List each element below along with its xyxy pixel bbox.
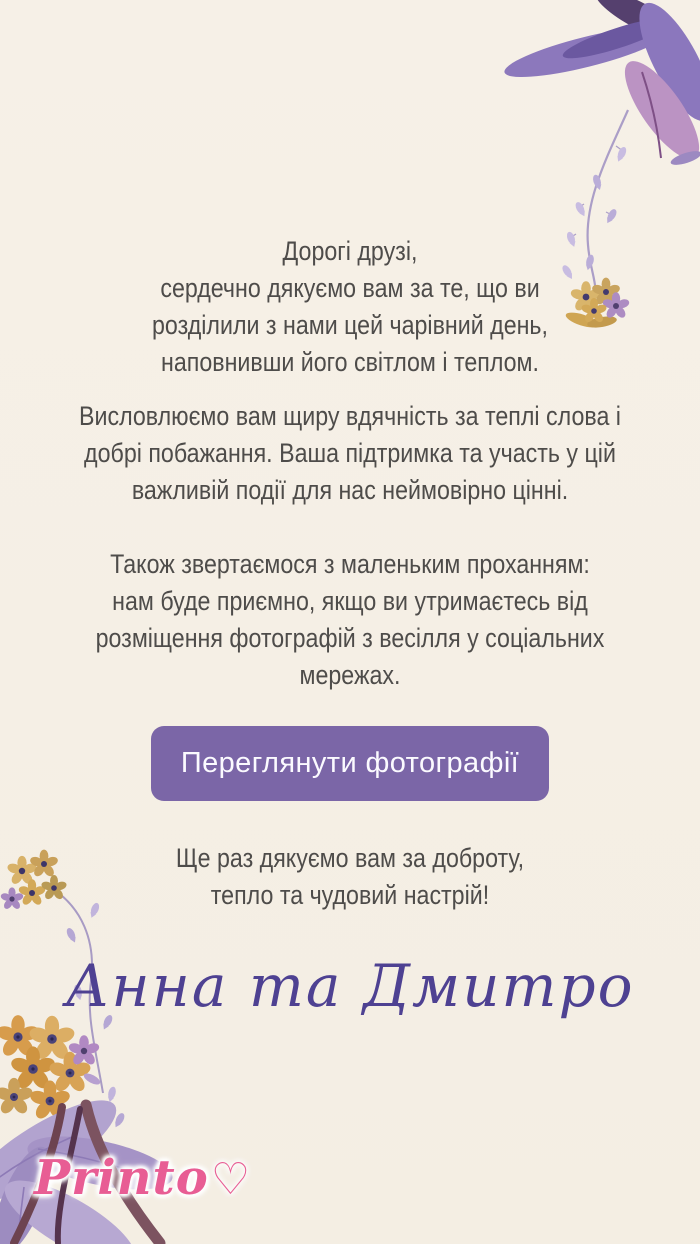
corner-leaves (501, 0, 700, 169)
text-line: Висловлюємо вам щиру вдячність за теплі слова і (79, 401, 621, 431)
greeting-paragraph (49, 233, 651, 381)
couple-signature: Анна та Дмитро (65, 952, 635, 1020)
view-photos-button[interactable]: Переглянути фотографії (151, 726, 549, 801)
printo-logo (34, 1150, 251, 1206)
printo-logo-text: Printo (34, 1150, 209, 1206)
request-paragraph (49, 546, 651, 694)
text-line: розміщення фотографій з весілля у соціальних (95, 623, 605, 653)
text-line: Ще раз дякуємо вам за доброту, (175, 843, 525, 873)
text-line: нам буде приємно, якщо ви утримаєтесь від (112, 586, 588, 616)
text-line: тепло та чудовий настрій! (210, 880, 490, 910)
text-line: мережах. (299, 660, 401, 690)
heart-icon: ♡ (210, 1154, 252, 1205)
text-line: сердечно дякуємо вам за те, що ви (160, 273, 540, 303)
text-line: важливій події для нас неймовірно цінні. (131, 475, 569, 505)
text-line: наповнивши його світлом і теплом. (161, 347, 539, 377)
text-line: добрі побажання. Ваша підтримка та участь у цій (84, 438, 616, 468)
text-line: розділили з нами цей чарівний день, (152, 310, 548, 340)
text-line: Дорогі друзі, (282, 236, 418, 266)
gratitude-paragraph (49, 398, 651, 509)
text-line: Також звертаємося з маленьким проханням: (110, 549, 590, 579)
closing-paragraph (49, 840, 651, 914)
